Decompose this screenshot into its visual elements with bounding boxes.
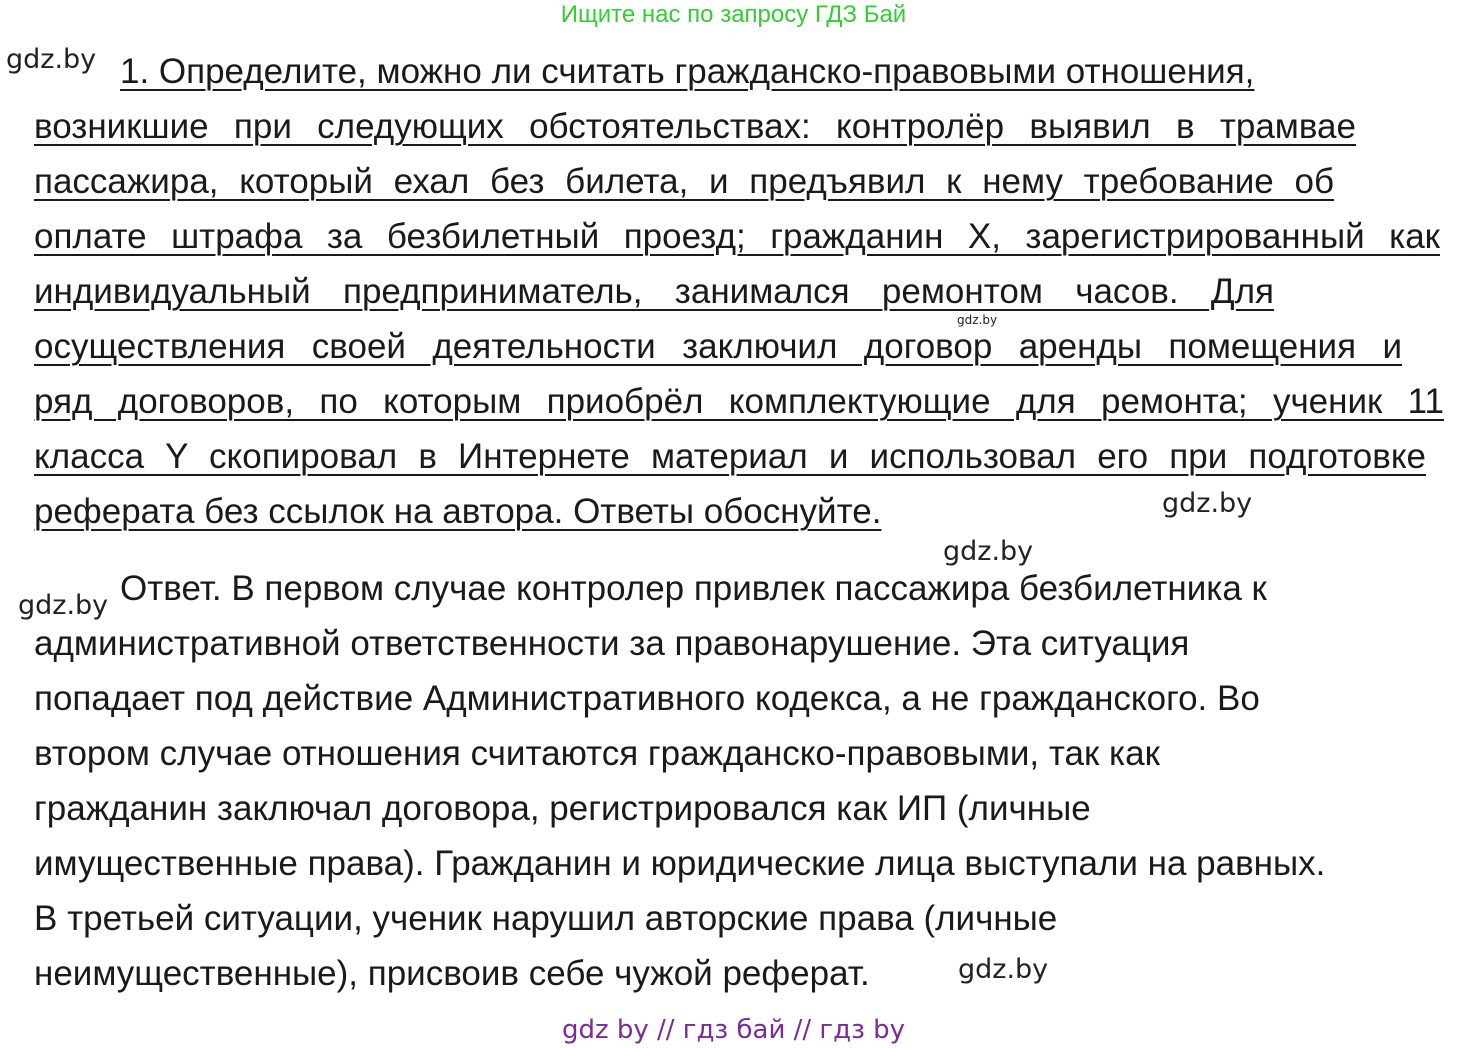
answer-line: попадает под действие Административного кодекса, а не гражданского. Во	[34, 679, 1260, 718]
answer-line: неимущественные), присвоив себе чужой реферат.	[34, 954, 870, 993]
watermark-answer-left: gdz.by	[18, 590, 109, 621]
question-line: возникшие при следующих обстоятельствах: контролёр выявил в трамвае	[34, 107, 1356, 146]
answer-line: гражданин заключал договора, регистрировался как ИП (личные	[34, 789, 1091, 828]
answer-line: административной ответственности за правонарушение. Эта ситуация	[34, 624, 1190, 663]
question-line: индивидуальный предприниматель, занимался ремонтом часов. Для	[34, 272, 1274, 311]
watermark-right: gdz.by	[1162, 488, 1253, 519]
answer-line: имущественные права). Гражданин и юридические лица выступали на равных.	[34, 844, 1326, 883]
question-line: оплате штрафа за безбилетный проезд; гражданин X, зарегистрированный как	[34, 217, 1440, 256]
footer-links: gdz by // гдз бай // гдз by	[561, 1015, 906, 1045]
question-text	[34, 44, 1454, 539]
question-line: реферата без ссылок на автора. Ответы обоснуйте.	[34, 492, 882, 531]
watermark-answer-end: gdz.by	[958, 954, 1049, 985]
answer-line: втором случае отношения считаются гражданско-правовыми, так как	[34, 734, 1160, 773]
question-line: пассажира, который ехал без билета, и предъявил к нему требование об	[34, 162, 1334, 201]
question-line: ряд договоров, по которым приобрёл комплектующие для ремонта; ученик 11	[34, 382, 1444, 421]
watermark-small: gdz.by	[957, 313, 998, 327]
answer-line: В третьей ситуации, ученик нарушил авторские права (личные	[34, 899, 1058, 938]
watermark-center: gdz.by	[943, 536, 1034, 567]
question-line: класса Y скопировал в Интернете материал и использовал его при подготовке	[34, 437, 1426, 476]
answer-line: Ответ. В первом случае контролер привлек пассажира безбилетника к	[120, 569, 1267, 608]
question-line: осуществления своей деятельности заключил договор аренды помещения и	[34, 327, 1402, 366]
watermark-top-left: gdz.by	[6, 44, 97, 75]
question-line: 1. Определите, можно ли считать гражданско-правовыми отношения,	[120, 52, 1255, 91]
top-banner: Ищите нас по запросу ГДЗ Бай	[560, 1, 907, 28]
answer-text	[34, 561, 1454, 1001]
